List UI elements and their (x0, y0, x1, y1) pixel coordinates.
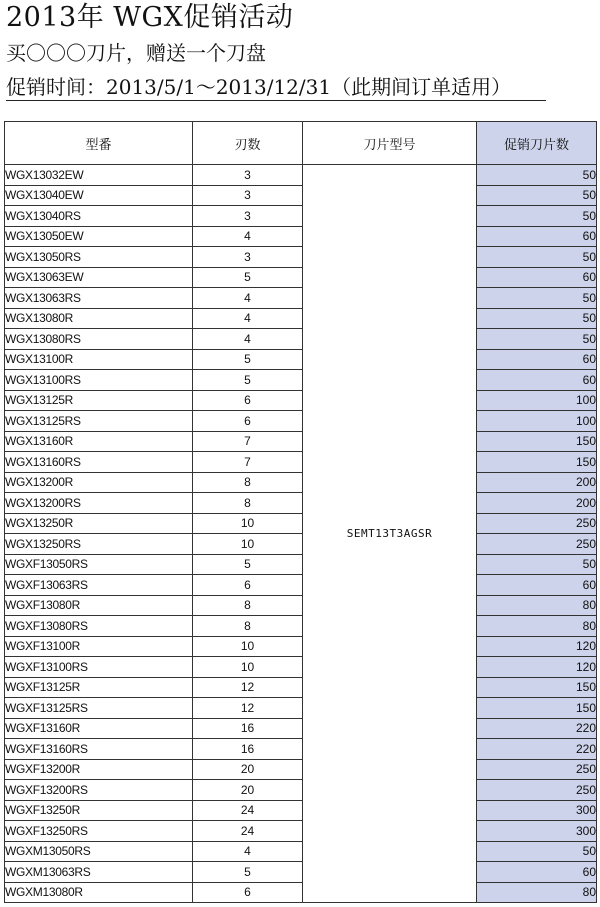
cell-promo-qty: 50 (477, 185, 597, 206)
table-row (5, 862, 597, 883)
table-row (5, 247, 597, 268)
cell-teeth: 5 (193, 370, 303, 391)
cell-promo-qty: 250 (477, 780, 597, 801)
table-row (5, 349, 597, 370)
cell-teeth: 6 (193, 411, 303, 432)
cell-promo-qty: 150 (477, 431, 597, 452)
cell-promo-qty: 250 (477, 759, 597, 780)
cell-promo-qty: 60 (477, 862, 597, 883)
cell-model: WGX13050EW (5, 226, 193, 247)
cell-model: WGX13040EW (5, 185, 193, 206)
table-row (5, 165, 597, 186)
cell-model: WGXM13050RS (5, 841, 193, 862)
col-header-teeth: 刃数 (193, 122, 303, 165)
cell-teeth: 8 (193, 616, 303, 637)
table-row (5, 411, 597, 432)
cell-model: WGX13125RS (5, 411, 193, 432)
cell-model: WGXF13160RS (5, 739, 193, 760)
cell-teeth: 20 (193, 780, 303, 801)
cell-model: WGXF13200R (5, 759, 193, 780)
cell-teeth: 7 (193, 431, 303, 452)
table-row (5, 882, 597, 903)
table-row (5, 370, 597, 391)
cell-teeth: 24 (193, 821, 303, 842)
table-header-row (5, 122, 597, 165)
cell-teeth: 4 (193, 841, 303, 862)
cell-model: WGX13040RS (5, 206, 193, 227)
table-row (5, 452, 597, 473)
table-row (5, 206, 597, 227)
cell-teeth: 3 (193, 206, 303, 227)
cell-teeth: 3 (193, 185, 303, 206)
cell-promo-qty: 120 (477, 657, 597, 678)
cell-promo-qty: 300 (477, 821, 597, 842)
table-row (5, 595, 597, 616)
cell-promo-qty: 80 (477, 595, 597, 616)
cell-model: WGXF13100R (5, 636, 193, 657)
table-row (5, 267, 597, 288)
cell-teeth: 10 (193, 636, 303, 657)
cell-teeth: 12 (193, 677, 303, 698)
table-row (5, 718, 597, 739)
cell-model: WGXF13250R (5, 800, 193, 821)
cell-teeth: 6 (193, 882, 303, 903)
cell-model: WGXF13200RS (5, 780, 193, 801)
cell-model: WGX13160RS (5, 452, 193, 473)
cell-teeth: 4 (193, 308, 303, 329)
cell-promo-qty: 50 (477, 165, 597, 186)
cell-teeth: 24 (193, 800, 303, 821)
promo-offer: 买〇〇〇刀片，赠送一个刀盘 (6, 41, 266, 65)
cell-model: WGX13032EW (5, 165, 193, 186)
table-row (5, 739, 597, 760)
cell-promo-qty: 150 (477, 452, 597, 473)
table-row (5, 657, 597, 678)
cell-promo-qty: 200 (477, 493, 597, 514)
cell-teeth: 7 (193, 452, 303, 473)
table-row (5, 534, 597, 555)
table-row (5, 698, 597, 719)
table-row (5, 329, 597, 350)
cell-teeth: 6 (193, 575, 303, 596)
page-title: 2013年 WGX促销活动 (6, 2, 294, 33)
cell-model: WGX13160R (5, 431, 193, 452)
cell-model: WGX13200RS (5, 493, 193, 514)
table-row (5, 308, 597, 329)
cell-model: WGX13100RS (5, 370, 193, 391)
table-row (5, 390, 597, 411)
cell-promo-qty: 50 (477, 329, 597, 350)
cell-model: WGX13063RS (5, 288, 193, 309)
cell-promo-qty: 220 (477, 718, 597, 739)
cell-promo-qty: 60 (477, 575, 597, 596)
cell-model: WGX13250RS (5, 534, 193, 555)
table-row (5, 226, 597, 247)
cell-teeth: 4 (193, 329, 303, 350)
cell-model: WGX13250R (5, 513, 193, 534)
cell-teeth: 10 (193, 513, 303, 534)
cell-model: WGX13100R (5, 349, 193, 370)
cell-promo-qty: 50 (477, 247, 597, 268)
cell-promo-qty: 250 (477, 513, 597, 534)
cell-model: WGXF13050RS (5, 554, 193, 575)
cell-model: WGXM13063RS (5, 862, 193, 883)
table-row (5, 759, 597, 780)
cell-teeth: 3 (193, 247, 303, 268)
cell-model: WGXF13250RS (5, 821, 193, 842)
cell-model: WGX13200R (5, 472, 193, 493)
table-row (5, 616, 597, 637)
cell-promo-qty: 50 (477, 308, 597, 329)
promo-period: 促销时间：2013/5/1～2013/12/31（此期间订单适用） (6, 75, 512, 99)
cell-promo-qty: 80 (477, 616, 597, 637)
cell-promo-qty: 250 (477, 534, 597, 555)
cell-model: WGX13080RS (5, 329, 193, 350)
cell-promo-qty: 60 (477, 226, 597, 247)
cell-teeth: 16 (193, 739, 303, 760)
col-header-insert: 刀片型号 (303, 122, 477, 165)
table-row (5, 841, 597, 862)
cell-teeth: 5 (193, 554, 303, 575)
cell-model: WGXF13160R (5, 718, 193, 739)
cell-teeth: 12 (193, 698, 303, 719)
cell-teeth: 5 (193, 862, 303, 883)
cell-promo-qty: 50 (477, 288, 597, 309)
cell-promo-qty: 100 (477, 390, 597, 411)
table-row (5, 800, 597, 821)
table-row (5, 431, 597, 452)
cell-model: WGXF13063RS (5, 575, 193, 596)
period-underline (6, 100, 546, 101)
cell-promo-qty: 60 (477, 370, 597, 391)
table-row (5, 554, 597, 575)
cell-model: WGX13080R (5, 308, 193, 329)
table-row (5, 493, 597, 514)
table-row (5, 288, 597, 309)
cell-promo-qty: 120 (477, 636, 597, 657)
cell-model: WGX13125R (5, 390, 193, 411)
col-header-model: 型番 (5, 122, 193, 165)
cell-model: WGXM13080R (5, 882, 193, 903)
cell-promo-qty: 200 (477, 472, 597, 493)
cell-teeth: 4 (193, 288, 303, 309)
cell-promo-qty: 150 (477, 677, 597, 698)
cell-teeth: 10 (193, 534, 303, 555)
table-row (5, 185, 597, 206)
cell-teeth: 5 (193, 349, 303, 370)
cell-teeth: 6 (193, 390, 303, 411)
cell-promo-qty: 220 (477, 739, 597, 760)
cell-insert-model: SEMT13T3AGSR (303, 165, 477, 903)
cell-teeth: 20 (193, 759, 303, 780)
cell-teeth: 10 (193, 657, 303, 678)
cell-teeth: 8 (193, 595, 303, 616)
cell-promo-qty: 300 (477, 800, 597, 821)
cell-teeth: 4 (193, 226, 303, 247)
cell-model: WGX13063EW (5, 267, 193, 288)
cell-promo-qty: 60 (477, 267, 597, 288)
table-row (5, 513, 597, 534)
cell-teeth: 3 (193, 165, 303, 186)
cell-model: WGXF13080RS (5, 616, 193, 637)
cell-promo-qty: 50 (477, 841, 597, 862)
cell-promo-qty: 150 (477, 698, 597, 719)
cell-teeth: 16 (193, 718, 303, 739)
cell-promo-qty: 50 (477, 554, 597, 575)
table-row (5, 821, 597, 842)
cell-promo-qty: 80 (477, 882, 597, 903)
col-header-promo-qty: 促销刀片数 (477, 122, 597, 165)
cell-teeth: 5 (193, 267, 303, 288)
promo-table (4, 121, 597, 903)
cell-promo-qty: 50 (477, 206, 597, 227)
cell-teeth: 8 (193, 493, 303, 514)
cell-promo-qty: 60 (477, 349, 597, 370)
cell-promo-qty: 100 (477, 411, 597, 432)
cell-model: WGX13050RS (5, 247, 193, 268)
cell-teeth: 8 (193, 472, 303, 493)
table-row (5, 780, 597, 801)
table-row (5, 575, 597, 596)
cell-model: WGXF13080R (5, 595, 193, 616)
cell-model: WGXF13125R (5, 677, 193, 698)
cell-model: WGXF13100RS (5, 657, 193, 678)
table-row (5, 636, 597, 657)
cell-model: WGXF13125RS (5, 698, 193, 719)
table-row (5, 677, 597, 698)
table-row (5, 472, 597, 493)
